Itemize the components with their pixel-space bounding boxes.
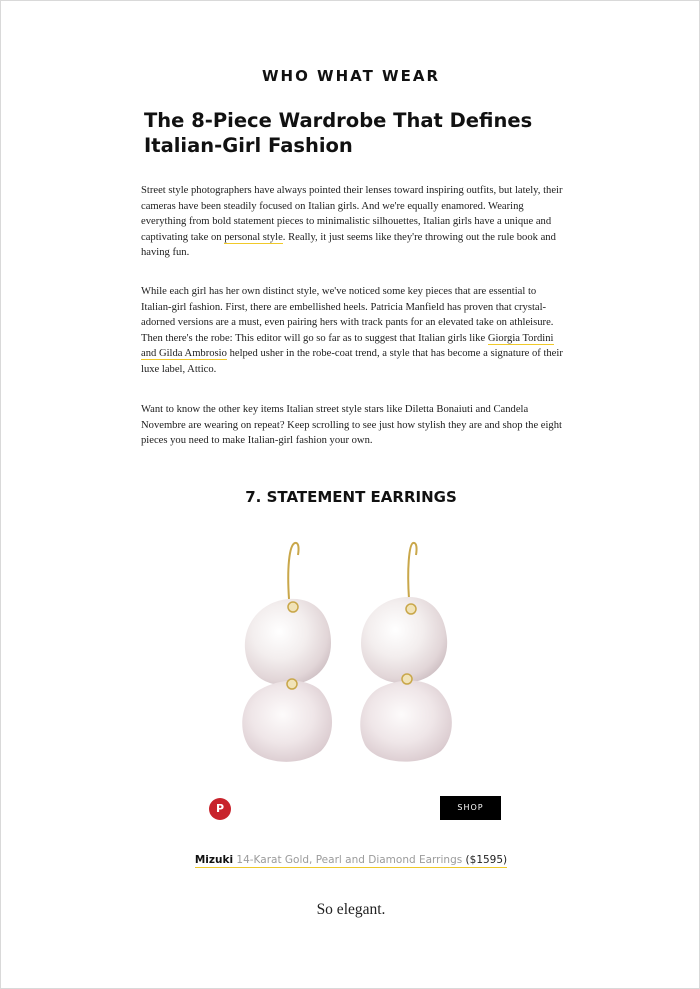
- product-caption: So elegant.: [316, 901, 386, 918]
- pinterest-pin-button[interactable]: [209, 798, 231, 820]
- paragraph-text: While each girl has her own distinct style, we've noticed some key pieces that are essential to Italian-girl fashion. First, there are embellished heels. Patricia Manfield has proven that crystal-adorned versions are a must, even pairing hers with track pants for an elevated take on athleisure. Then there's the robe: This editor will go so far as to suggest that Italian girls like: [141, 286, 554, 344]
- giorgia-gilda-link[interactable]: Giorgia Tordini and Gilda Ambrosio: [141, 332, 554, 360]
- section-heading: 7. STATEMENT EARRINGS: [245, 488, 457, 506]
- product-credit: [1, 854, 700, 866]
- pearl-earrings-illustration: [231, 539, 471, 771]
- earrings-product-image[interactable]: [231, 539, 471, 771]
- article-title: The 8-Piece Wardrobe That Defines Italian-Girl Fashion: [144, 109, 533, 157]
- article-paragraph-3: Want to know the other key items Italian street style stars like Diletta Bonaiuti and Candela Novembre are wearing on repeat? Keep scrolling to see just how stylish they are and shop the eight pieces you need to make Italian-girl fashion your own.: [141, 404, 562, 447]
- product-price: ($1595): [465, 854, 508, 866]
- article-paragraph-1: [141, 183, 566, 261]
- product-credit-link[interactable]: [195, 854, 507, 868]
- pinterest-icon: P: [215, 802, 225, 815]
- article-paragraph-2: [141, 284, 566, 378]
- product-brand: Mizuki: [194, 854, 234, 866]
- site-logo[interactable]: WHO WHAT WEAR: [261, 67, 441, 85]
- paragraph-text: helped usher in the robe-coat trend, a style that has become a signature of their luxe label, Attico.: [141, 348, 563, 375]
- paragraph-text: . Really, it just seems like they're throwing out the rule book and having fun.: [141, 231, 556, 259]
- shop-button[interactable]: SHOP: [440, 796, 501, 820]
- paragraph-text: Street style photographers have always pointed their lenses toward inspiring outfits, but lately, their cameras have been steadily focused on Italian girls. And we're equally enamored. Wearing everything from bold statement pieces to minimalistic silhouettes, Italian girls have a unique and captivating take on: [141, 185, 563, 243]
- personal-style-link[interactable]: personal style: [224, 231, 283, 243]
- product-name: 14-Karat Gold, Pearl and Diamond Earrings: [236, 854, 463, 866]
